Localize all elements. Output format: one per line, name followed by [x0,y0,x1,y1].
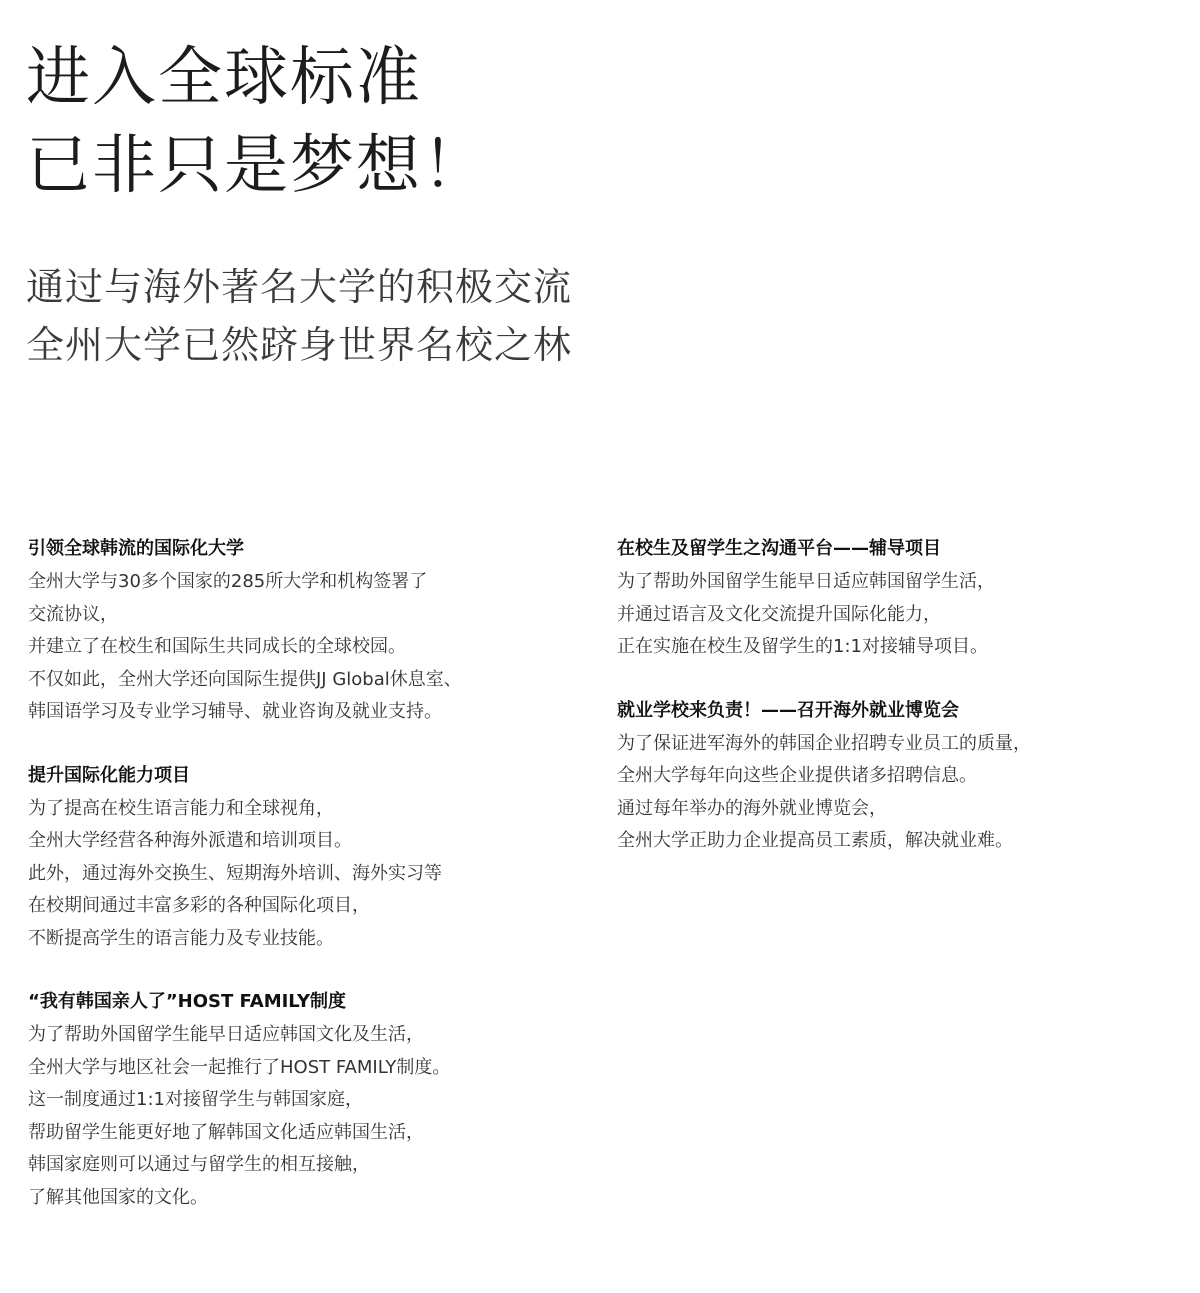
section-text-line: 韩国语学习及专业学习辅导、就业咨询及就业支持。 [28,701,442,722]
section-mentoring-program [617,532,1177,664]
section-text-line: 了解其他国家的文化。 [28,1186,208,1208]
subheadline-line-2: 全州大学已然跻身世界名校之林 [26,323,573,367]
section-text-line: 正在实施在校生及留学生的1:1对接辅导项目。 [617,636,988,657]
section-text-line: 并通过语言及文化交流提升国际化能力， [617,603,941,625]
section-title: 提升国际化能力项目 [28,764,190,786]
section-text-line: 通过每年举办的海外就业博览会， [617,797,887,819]
section-text-line: 全州大学正助力企业提高员工素质，解决就业难。 [617,830,1013,851]
section-text-line: 韩国家庭则可以通过与留学生的相互接触， [28,1154,370,1175]
section-text-line: 在校期间通过丰富多彩的各种国际化项目， [28,895,370,916]
section-text-line: 全州大学每年向这些企业提供诸多招聘信息。 [617,765,977,786]
section-host-family [28,985,588,1214]
right-column [617,532,1177,888]
section-text-line: 交流协议， [28,603,118,625]
section-text-line: 为了保证进军海外的韩国企业招聘专业员工的质量， [617,732,1031,754]
section-text-line: 此外，通过海外交换生、短期海外培训、海外实习等 [28,862,442,884]
section-job-fair [617,694,1177,858]
section-text-line: 并建立了在校生和国际生共同成长的全球校园。 [28,636,406,657]
section-text-line: 不断提高学生的语言能力及专业技能。 [28,927,334,949]
subheadline [26,258,572,374]
headline-line-2: 已非只是梦想！ [26,129,488,203]
section-text-line: 全州大学与30多个国家的285所大学和机构签署了 [28,571,428,592]
section-title: 在校生及留学生之沟通平台——辅导项目 [617,538,941,559]
section-text-line: 为了帮助外国留学生能早日适应韩国留学生活， [617,571,995,592]
headline-line-1: 进入全球标准 [26,41,422,115]
section-text-line: 这一制度通过1:1对接留学生与韩国家庭， [28,1089,363,1110]
headline [26,34,488,210]
section-text-line: 为了帮助外国留学生能早日适应韩国文化及生活， [28,1024,424,1045]
left-column [28,532,588,1244]
section-internationalization-program [28,759,588,956]
section-text-line: 为了提高在校生语言能力和全球视角， [28,797,334,819]
section-title: “我有韩国亲人了”HOST FAMILY制度 [28,991,347,1012]
section-title: 引领全球韩流的国际化大学 [28,538,244,559]
subheadline-line-1: 通过与海外著名大学的积极交流 [26,265,573,309]
section-text-line: 全州大学经营各种海外派遣和培训项目。 [28,830,352,851]
section-title: 就业学校来负责！——召开海外就业博览会 [617,699,959,721]
section-text-line: 全州大学与地区社会一起推行了HOST FAMILY制度。 [28,1056,451,1078]
section-global-korean-wave [28,532,588,729]
section-text-line: 不仅如此，全州大学还向国际生提供JJ Global休息室、 [28,668,462,690]
section-text-line: 帮助留学生能更好地了解韩国文化适应韩国生活， [28,1121,424,1143]
